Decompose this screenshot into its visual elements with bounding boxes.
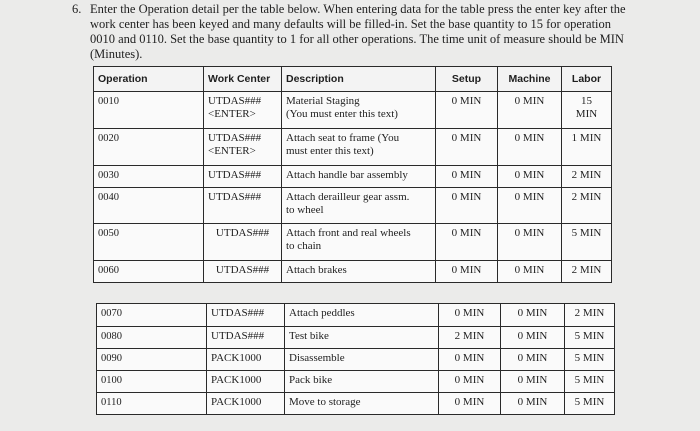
cell-work-center: UTDAS### xyxy=(204,188,282,224)
header-operation: Operation xyxy=(94,67,204,92)
table-row xyxy=(97,327,615,349)
cell-machine: 0 MIN xyxy=(498,224,562,261)
cell-machine: 0 MIN xyxy=(498,188,562,224)
cell-description: Pack bike xyxy=(285,371,439,393)
cell-machine: 0 MIN xyxy=(498,261,562,283)
cell-machine: 0 MIN xyxy=(498,166,562,188)
description-line-1: Attach front and real wheels xyxy=(286,227,411,239)
cell-labor: 5 MIN xyxy=(562,224,612,261)
cell-setup: 0 MIN xyxy=(439,349,501,371)
cell-setup: 2 MIN xyxy=(439,327,501,349)
cell-setup: 0 MIN xyxy=(436,261,498,283)
cell-setup: 0 MIN xyxy=(436,224,498,261)
table-row xyxy=(97,393,615,415)
instruction-paragraph xyxy=(72,2,632,62)
work-center-code: UTDAS### xyxy=(208,132,262,144)
cell-operation: 0020 xyxy=(94,129,204,166)
description-line-2: to chain xyxy=(286,240,322,252)
cell-machine: 0 MIN xyxy=(498,129,562,166)
cell-description: Attach peddles xyxy=(285,304,439,327)
cell-description: Attach handle bar assembly xyxy=(282,166,436,188)
cell-setup: 0 MIN xyxy=(436,129,498,166)
cell-work-center: PACK1000 xyxy=(207,393,285,415)
cell-labor xyxy=(562,92,612,129)
table-row xyxy=(94,188,612,224)
cell-labor: 1 MIN xyxy=(562,129,612,166)
cell-work-center: UTDAS### xyxy=(204,224,282,261)
cell-machine: 0 MIN xyxy=(498,92,562,129)
table-row xyxy=(94,224,612,261)
cell-machine: 0 MIN xyxy=(501,393,565,415)
cell-labor: 5 MIN xyxy=(565,393,615,415)
table-row xyxy=(97,349,615,371)
table-row xyxy=(94,92,612,129)
description-line-2: must enter this text) xyxy=(286,145,374,157)
table-row xyxy=(94,261,612,283)
description-line-2: (You must enter this text) xyxy=(286,108,398,120)
cell-machine: 0 MIN xyxy=(501,371,565,393)
cell-operation: 0070 xyxy=(97,304,207,327)
table-row xyxy=(94,166,612,188)
cell-work-center xyxy=(204,129,282,166)
cell-machine: 0 MIN xyxy=(501,349,565,371)
cell-labor: 2 MIN xyxy=(562,188,612,224)
cell-operation: 0040 xyxy=(94,188,204,224)
cell-work-center: UTDAS### xyxy=(207,327,285,349)
cell-operation: 0110 xyxy=(97,393,207,415)
cell-setup: 0 MIN xyxy=(436,188,498,224)
cell-labor: 2 MIN xyxy=(562,166,612,188)
cell-labor: 5 MIN xyxy=(565,349,615,371)
cell-description: Move to storage xyxy=(285,393,439,415)
cell-setup: 0 MIN xyxy=(439,393,501,415)
header-work-center: Work Center xyxy=(204,67,282,92)
operations-table-top xyxy=(93,66,612,283)
cell-description xyxy=(282,129,436,166)
cell-labor: 5 MIN xyxy=(565,371,615,393)
cell-description: Test bike xyxy=(285,327,439,349)
cell-description xyxy=(282,224,436,261)
cell-work-center: UTDAS### xyxy=(204,261,282,283)
cell-description xyxy=(282,188,436,224)
cell-operation: 0050 xyxy=(94,224,204,261)
cell-work-center: UTDAS### xyxy=(204,166,282,188)
cell-labor: 2 MIN xyxy=(562,261,612,283)
cell-operation: 0090 xyxy=(97,349,207,371)
cell-setup: 0 MIN xyxy=(439,304,501,327)
cell-description: Disassemble xyxy=(285,349,439,371)
cell-labor: 2 MIN xyxy=(565,304,615,327)
instruction-number: 6. xyxy=(72,2,82,16)
cell-machine: 0 MIN xyxy=(501,304,565,327)
description-line-1: Material Staging xyxy=(286,95,360,107)
cell-work-center xyxy=(204,92,282,129)
cell-setup: 0 MIN xyxy=(436,166,498,188)
cell-operation: 0100 xyxy=(97,371,207,393)
cell-work-center: PACK1000 xyxy=(207,371,285,393)
table-header-row xyxy=(94,67,612,92)
cell-setup: 0 MIN xyxy=(436,92,498,129)
header-machine: Machine xyxy=(498,67,562,92)
description-line-2: to wheel xyxy=(286,204,324,216)
cell-operation: 0060 xyxy=(94,261,204,283)
labor-value: 15 xyxy=(581,95,592,107)
work-center-enter: <ENTER> xyxy=(208,145,256,157)
header-description: Description xyxy=(282,67,436,92)
header-labor: Labor xyxy=(562,67,612,92)
header-setup: Setup xyxy=(436,67,498,92)
cell-work-center: PACK1000 xyxy=(207,349,285,371)
cell-operation: 0080 xyxy=(97,327,207,349)
table-row xyxy=(97,304,615,327)
cell-description xyxy=(282,92,436,129)
cell-machine: 0 MIN xyxy=(501,327,565,349)
cell-setup: 0 MIN xyxy=(439,371,501,393)
description-line-1: Attach derailleur gear assm. xyxy=(286,191,410,203)
table-row xyxy=(97,371,615,393)
operations-table-bottom xyxy=(96,303,615,415)
cell-operation: 0010 xyxy=(94,92,204,129)
description-line-1: Attach seat to frame (You xyxy=(286,132,400,144)
labor-unit: MIN xyxy=(575,108,598,120)
table-row xyxy=(94,129,612,166)
instruction-text: Enter the Operation detail per the table below. When entering data for the table press the enter key after the work center has been keyed and many defaults will be filled-in. Set the base quantity to 15 for operation 0010 and 0110. Set the base quantity to 1 for all other operations. The time unit of measure should be MIN (Minutes). xyxy=(90,2,626,61)
cell-operation: 0030 xyxy=(94,166,204,188)
work-center-enter: <ENTER> xyxy=(208,108,256,120)
work-center-code: UTDAS### xyxy=(208,95,262,107)
cell-labor: 5 MIN xyxy=(565,327,615,349)
cell-work-center: UTDAS### xyxy=(207,304,285,327)
cell-description: Attach brakes xyxy=(282,261,436,283)
